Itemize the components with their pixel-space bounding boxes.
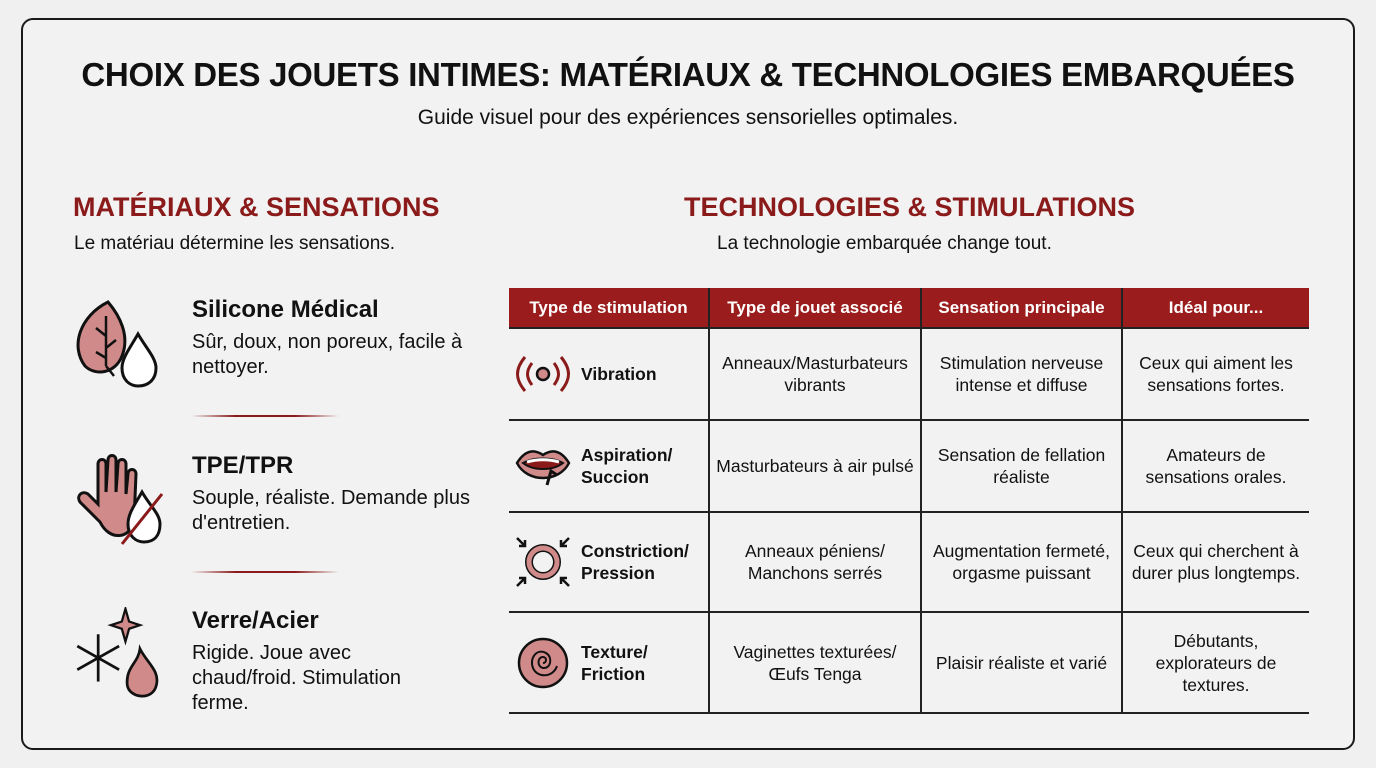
divider xyxy=(191,571,339,573)
vibration-icon xyxy=(513,349,573,399)
divider xyxy=(191,415,339,417)
lips-icon xyxy=(513,441,573,491)
material-desc: Souple, réaliste. Demande plus d'entretien. xyxy=(192,487,470,534)
table-row xyxy=(509,420,1309,512)
leaf-drop-icon xyxy=(70,296,170,396)
main-sensation: Augmentation fermeté, orgasme puissant xyxy=(921,512,1122,612)
technologies-heading: TECHNOLOGIES & STIMULATIONS xyxy=(684,192,1135,222)
stimulation-type: Vibration xyxy=(581,364,657,384)
column-header: Type de stimulation xyxy=(509,288,709,328)
ideal-for: Débutants, explorateurs de textures. xyxy=(1122,612,1309,713)
column-header: Sensation principale xyxy=(921,288,1122,328)
main-sensation: Stimulation nerveuse intense et diffuse xyxy=(921,328,1122,420)
technologies-subheading: La technologie embarquée change tout. xyxy=(717,233,1052,254)
material-name: Verre/Acier xyxy=(192,607,319,634)
page-subtitle: Guide visuel pour des expériences sensorielles optimales. xyxy=(417,106,959,129)
material-name: TPE/TPR xyxy=(192,452,294,479)
ring-compress-icon xyxy=(513,535,573,589)
table-row xyxy=(509,512,1309,612)
main-sensation: Sensation de fellation réaliste xyxy=(921,420,1122,512)
material-desc: Sûr, doux, non poreux, facile à nettoyer. xyxy=(192,331,463,378)
column-header: Type de jouet associé xyxy=(709,288,921,328)
toy-type: Vaginettes texturées/Œufs Tenga xyxy=(709,612,921,713)
materials-heading: MATÉRIAUX & SENSATIONS xyxy=(73,192,440,222)
ideal-for: Amateurs de sensations orales. xyxy=(1122,420,1309,512)
page-title: CHOIX DES JOUETS INTIMES: MATÉRIAUX & TECHNOLOGIES EMBARQUÉES xyxy=(81,56,1295,93)
material-name: Silicone Médical xyxy=(192,296,379,323)
stimulation-type: Texture/ Friction xyxy=(581,641,648,684)
table-row xyxy=(509,328,1309,420)
material-desc: Rigide. Joue avec chaud/froid. Stimulation ferme. xyxy=(192,642,402,714)
table-row xyxy=(509,612,1309,713)
toy-type: Masturbateurs à air pulsé xyxy=(709,420,921,512)
hand-no-drop-icon xyxy=(70,452,170,552)
ideal-for: Ceux qui aiment les sensations fortes. xyxy=(1122,328,1309,420)
snowflake-flame-icon xyxy=(70,607,170,707)
spiral-texture-icon xyxy=(513,636,573,690)
materials-subheading: Le matériau détermine les sensations. xyxy=(74,233,396,254)
stimulation-type: Constriction/ Pression xyxy=(581,541,689,583)
stimulation-type: Aspiration/ Succion xyxy=(581,445,673,487)
toy-type: Anneaux/Masturbateurs vibrants xyxy=(709,328,921,420)
stimulation-table xyxy=(509,288,1309,714)
ideal-for: Ceux qui cherchent à durer plus longtemps. xyxy=(1122,512,1309,612)
toy-type: Anneaux péniens/ Manchons serrés xyxy=(709,512,921,612)
main-sensation: Plaisir réaliste et varié xyxy=(921,612,1122,713)
column-header: Idéal pour... xyxy=(1122,288,1309,328)
